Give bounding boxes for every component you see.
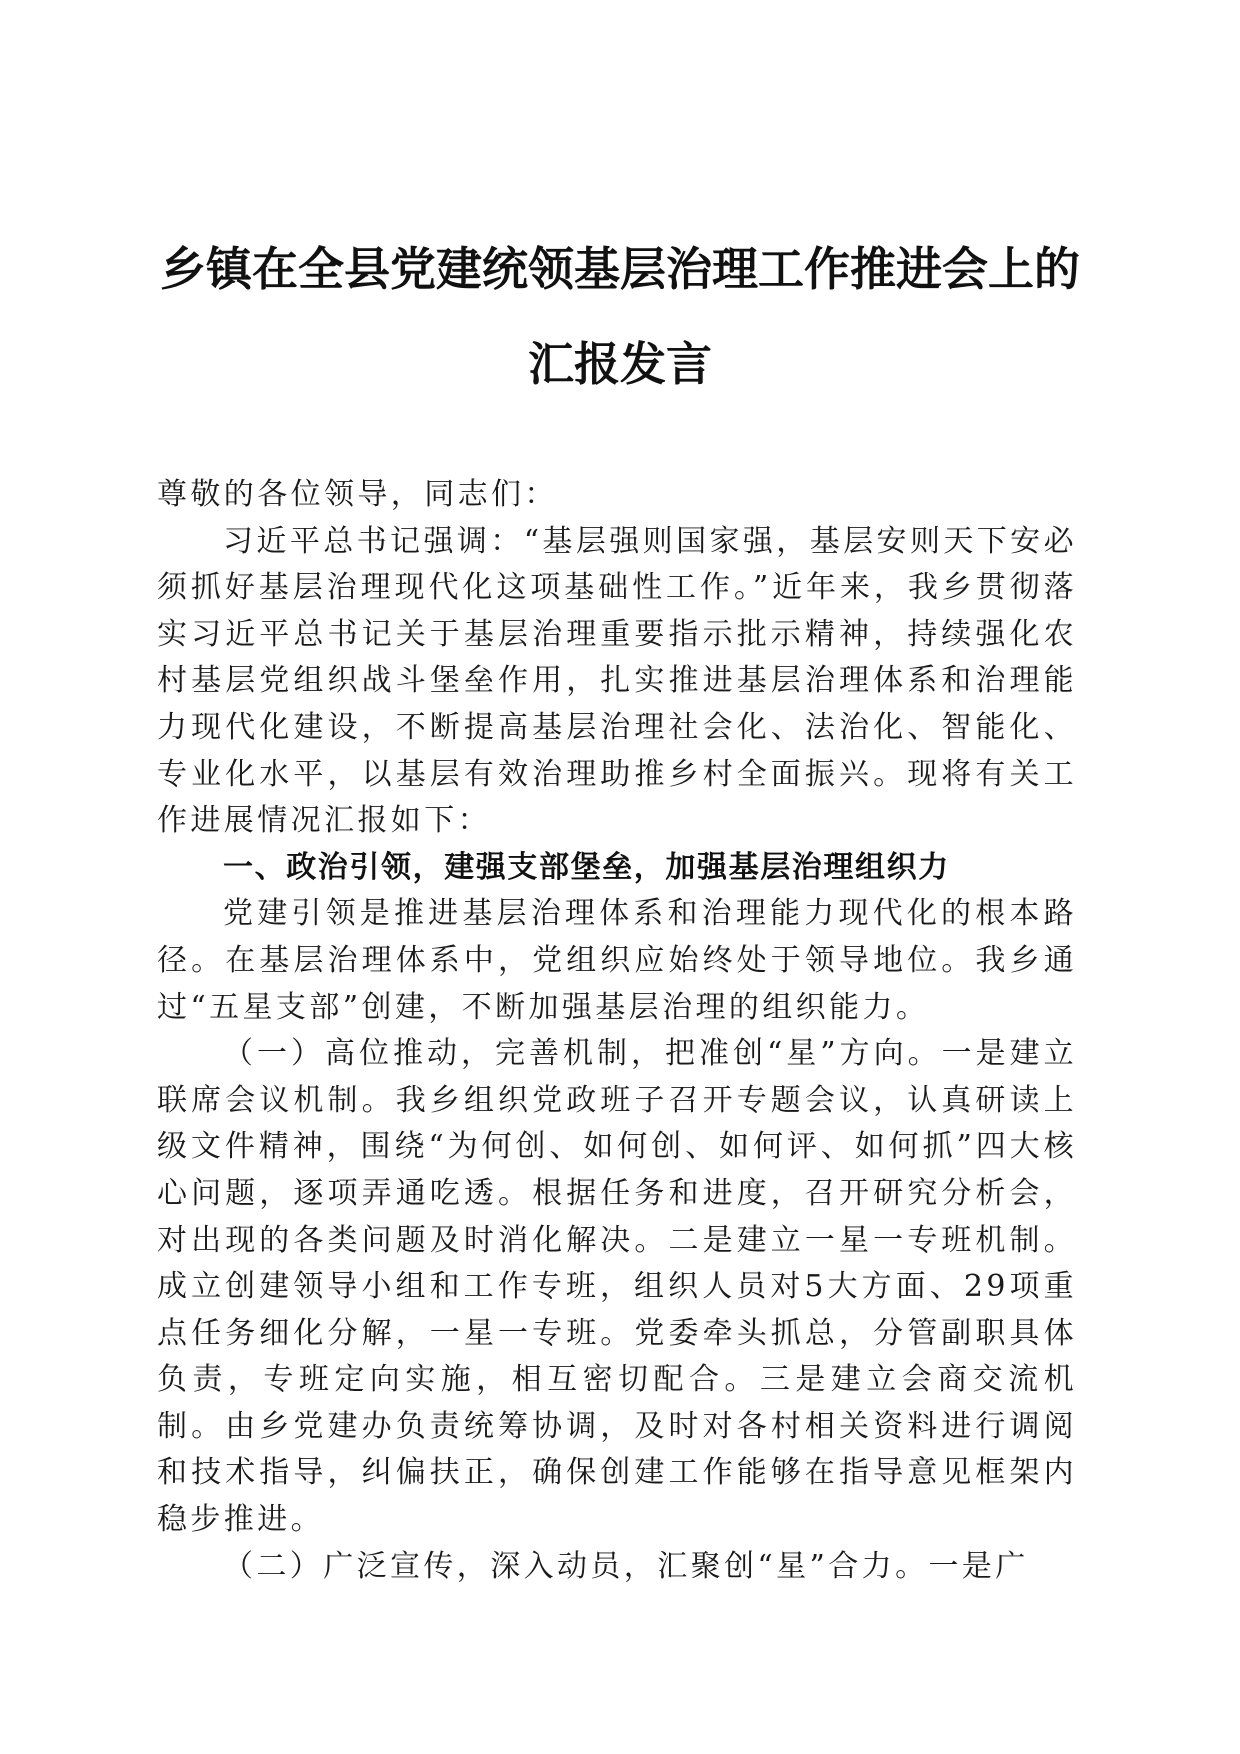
document-title bbox=[140, 222, 1100, 412]
section-1-paragraph: 党建引领是推进基层治理体系和治理能力现代化的根本路径。在基层治理体系中，党组织应始终处于领导地位。我乡通过“五星支部”创建，不断加强基层治理的组织能力。 bbox=[157, 896, 1077, 1025]
title-line-2: 汇报发言 bbox=[528, 337, 712, 391]
title-line-1: 乡镇在全县党建统领基层治理工作推进会上的 bbox=[160, 242, 1080, 296]
intro-paragraph: 习近平总书记强调：“基层强则国家强，基层安则天下安必须抓好基层治理现代化这项基础性工作。”近年来，我乡贯彻落实习近平总书记关于基层治理重要指示批示精神，持续强化农村基层党组织战斗堡垒作用，扎实推进基层治理体系和治理能力现代化建设，不断提高基层治理社会化、法治化、智能化、专业化水平，以基层有效治理助推乡村全面振兴。现将有关工作进展情况汇报如下： bbox=[157, 523, 1077, 839]
subsection-2-paragraph: （二）广泛宣传，深入动员，汇聚创“星”合力。一是广 bbox=[223, 1548, 1029, 1584]
salutation: 尊敬的各位领导，同志们： bbox=[157, 477, 558, 512]
subsection-1-paragraph: （一）高位推动，完善机制，把准创“星”方向。一是建立联席会议机制。我乡组织党政班子召开专题会议，认真研读上级文件精神，围绕“为何创、如何创、如何评、如何抓”四大核心问题，逐项弄通吃透。根据任务和进度，召开研究分析会，对出现的各类问题及时消化解决。二是建立一星一专班机制。成立创建领导小组和工作专班，组织人员对5大方面、29项重点任务细化分解，一星一专班。党委牵头抓总，分管副职具体负责，专班定向实施，相互密切配合。三是建立会商交流机制。由乡党建办负责统筹协调，及时对各村相关资料进行调阅和技术指导，纠偏扶正，确保创建工作能够在指导意见框架内稳步推进。 bbox=[157, 1036, 1077, 1538]
section-heading-1: 一、政治引领，建强支部堡垒，加强基层治理组织力 bbox=[223, 849, 950, 885]
document-body bbox=[157, 472, 1077, 1590]
